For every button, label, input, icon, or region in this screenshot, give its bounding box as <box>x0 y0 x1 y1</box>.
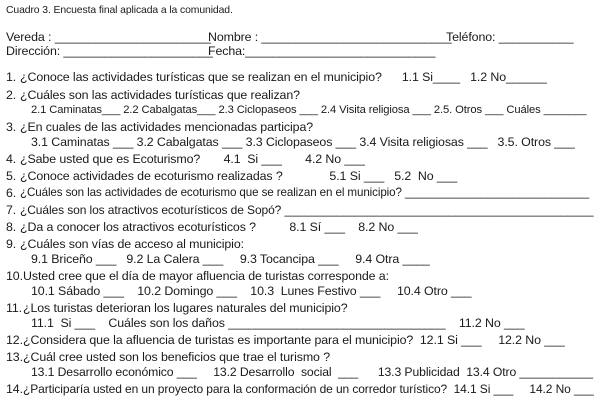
nombre-field: Nombre : ____________________________ <box>208 30 452 44</box>
question-number: 11. <box>6 301 23 315</box>
question-options: 2.1 Caminatas___ 2.2 Cabalgatas___ 2.3 Ciclopaseos ___ 2.4 Visita religiosa ___ 2.5. Otros ___ Cuáles _______ <box>31 104 587 116</box>
question-text: ¿Participaría usted en un proyecto para la conformación de un corredor turístico? 14.1 Si ___ 14.2 No ___ <box>23 382 594 396</box>
question-number: 5. <box>6 169 17 183</box>
question-number: 6. <box>6 186 17 200</box>
question-options: 13.1 Desarrollo económico ___ 13.2 Desarrollo social ___ 13.3 Publicidad 13.4 Otro ___________ <box>31 365 593 379</box>
question-text: ¿Sabe usted que es Ecoturismo? 4.1 Si ___ 4.2 No ___ <box>20 152 365 166</box>
question-number: 4. <box>6 152 17 166</box>
question-number: 9. <box>6 237 17 251</box>
question-number: 14. <box>6 382 23 396</box>
question-number: 10. <box>6 269 23 283</box>
question-text: ¿Cuáles son las actividades de ecoturismo que se realizan en el municipio? _____________________________ <box>20 186 590 199</box>
question-options: 10.1 Sábado ___ 10.2 Domingo ___ 10.3 Lunes Festivo ___ 10.4 Otro ___ <box>31 284 472 298</box>
table-caption: Cuadro 3. Encuesta final aplicada a la comunidad. <box>6 5 233 16</box>
question-text: ¿Cuál cree usted son los beneficios que trae el turismo ? <box>23 350 330 364</box>
question-text: ¿Conoce las actividades turísticas que se realizan en el municipio? 1.1 Si____ 1.2 No______ <box>20 70 547 84</box>
direccion-field: Dirección: ______________________ <box>6 44 213 58</box>
question-options: 3.1 Caminatas ___ 3.2 Cabalgatas ___ 3.3 Ciclopaseos ___ 3.4 Visita religiosas ___ 3.5. Otros ___ <box>31 135 575 149</box>
question-options: 11.1 Si ___ Cuáles son los daños ________________________________ 11.2 No ___ <box>31 316 525 330</box>
question-number: 1. <box>6 70 17 84</box>
question-text: ¿Conoce actividades de ecoturismo realizadas ? 5.1 Si ___ 5.2 No ___ <box>20 169 458 183</box>
vereda-field: Vereda : _______________________ <box>6 30 211 44</box>
question-text: ¿Considera que la afluencia de turistas es importante para el municipio? 12.1 Si ___ 12.2 No ___ <box>23 333 565 347</box>
question-text: ¿Los turistas deterioran los lugares naturales del municipio? <box>23 301 348 315</box>
question-text: ¿En cuales de las actividades mencionadas participa? <box>20 120 314 134</box>
telefono-field: Teléfono: ___________ <box>446 30 574 44</box>
question-text: Usted cree que el día de mayor afluencia de turistas corresponde a: <box>23 269 389 283</box>
question-text: ¿Cuáles son las actividades turísticas que realizan? <box>20 88 300 102</box>
fecha-field: Fecha:____________________________ <box>208 44 436 58</box>
question-text: ¿Cuáles son vías de acceso al municipio: <box>20 237 244 251</box>
question-options: 9.1 Briceño ___ 9.2 La Calera ___ 9.3 Tocancipa ___ 9.4 Otra ____ <box>31 252 430 266</box>
question-number: 8. <box>6 220 17 234</box>
question-number: 3. <box>6 120 17 134</box>
question-number: 7. <box>6 203 17 217</box>
question-number: 2. <box>6 88 17 102</box>
question-number: 13. <box>6 350 23 364</box>
question-text: ¿Da a conocer los atractivos ecoturísticos ? 8.1 Sí ___ 8.2 No ___ <box>20 220 418 234</box>
question-number: 12. <box>6 333 23 347</box>
question-text: ¿Cuáles son los atractivos ecoturísticos de Sopó? _______________________________________________ <box>20 203 594 217</box>
